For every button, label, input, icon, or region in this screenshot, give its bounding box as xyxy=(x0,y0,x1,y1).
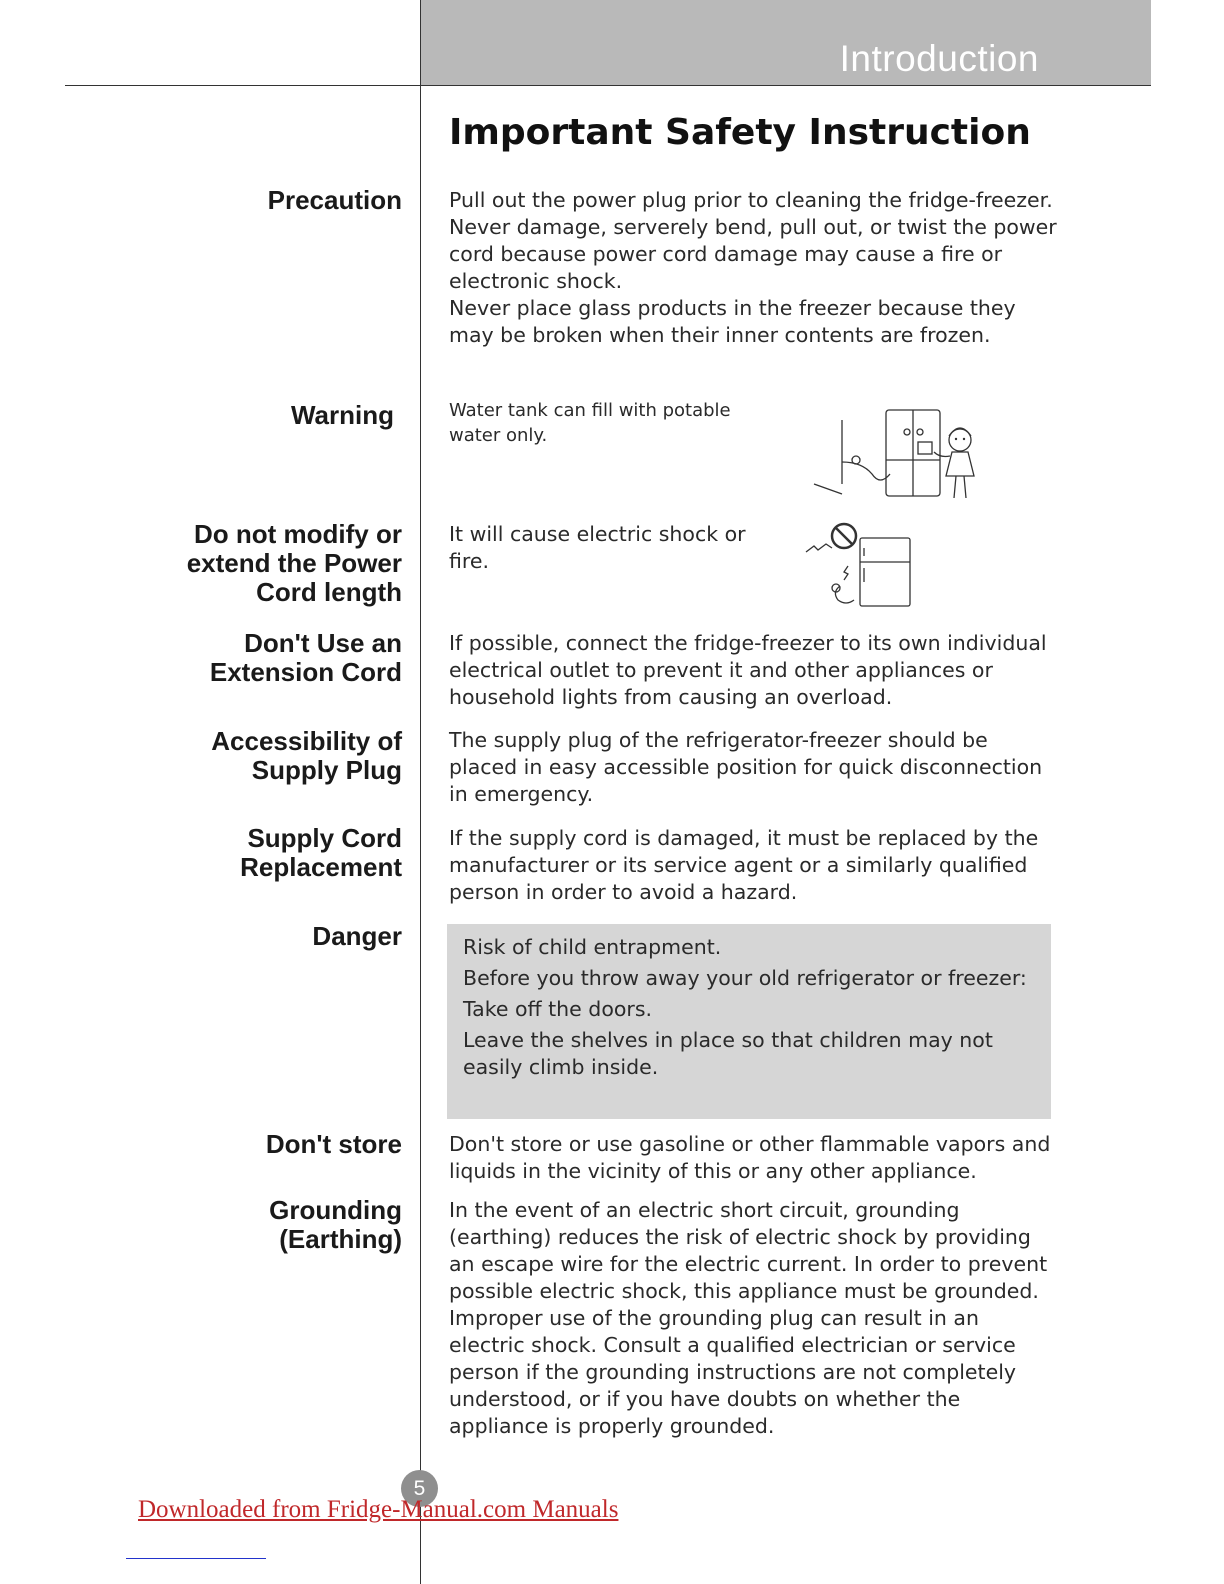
text-grounding: In the event of an electric short circuit, grounding (earthing) reduces the risk of electric shock by providing an escape wire for the electric current. In order to prevent possible electric shock, this appliance must be grounded. Improper use of the grounding plug can result in an electric shock. Consult a qualified electrician or service person if the grounding instructions are not completely understood, or if you have doubts on whether the appliance is properly grounded. xyxy=(449,1198,1048,1438)
danger-line: Risk of child entrapment. xyxy=(463,935,722,959)
label-danger: Danger xyxy=(312,921,402,951)
label-dont-store: Don't store xyxy=(265,1129,402,1159)
footer-underline xyxy=(126,1558,266,1559)
text-cord-replacement: If the supply cord is damaged, it must be replaced by the manufacturer or its service agent or a similarly qualified person in order to avoid a hazard. xyxy=(449,826,1039,904)
text-do-not-modify: It will cause electric shock or fire. xyxy=(449,522,746,573)
page-number: 5 xyxy=(401,1470,438,1507)
precaution-line: Pull out the power plug prior to cleaning the fridge-freezer. xyxy=(449,188,1053,212)
danger-box xyxy=(447,924,1051,1119)
text-dont-store: Don't store or use gasoline or other flammable vapors and liquids in the vicinity of this or any other appliance. xyxy=(449,1132,1051,1183)
precaution-line: Never damage, serverely bend, pull out, or twist the power cord because power cord damage may cause a fire or electronic shock. xyxy=(449,215,1057,293)
header-rule xyxy=(65,85,1151,86)
text-warning: Water tank can fill with potable water only. xyxy=(449,400,731,446)
label-precaution: Precaution xyxy=(267,185,402,215)
precaution-line: Never place glass products in the freezer because they may be broken when their inner contents are frozen. xyxy=(449,296,1016,347)
download-source-link[interactable]: Downloaded from Fridge-Manual.com Manuals xyxy=(138,1496,619,1523)
label-grounding: Grounding (Earthing) xyxy=(269,1195,402,1254)
page-title: Important Safety Instruction xyxy=(449,112,1031,153)
text-extension-cord: If possible, connect the fridge-freezer to its own individual electrical outlet to prevent it and other appliances or household lights from causing an overload. xyxy=(449,631,1047,709)
danger-line: Take off the doors. xyxy=(463,997,653,1021)
section-title: Introduction xyxy=(839,38,1039,79)
danger-line: Before you throw away your old refrigerator or freezer: xyxy=(463,966,1027,990)
label-warning: Warning xyxy=(290,400,394,430)
text-precaution xyxy=(449,187,1059,349)
column-divider xyxy=(420,0,421,1584)
label-cord-replacement: Supply Cord Replacement xyxy=(240,823,402,882)
text-accessibility: The supply plug of the refrigerator-freezer should be placed in easy accessible position for quick disconnection in emergency. xyxy=(449,728,1043,806)
water-tank-illustration xyxy=(812,402,982,506)
danger-line: Leave the shelves in place so that children may not easily climb inside. xyxy=(463,1028,993,1079)
no-modify-cord-illustration xyxy=(804,518,916,610)
label-accessibility: Accessibility of Supply Plug xyxy=(211,726,402,785)
header-band xyxy=(420,0,1151,86)
label-do-not-modify: Do not modify or extend the Power Cord length xyxy=(186,519,402,607)
label-extension-cord: Don't Use an Extension Cord xyxy=(209,628,402,687)
